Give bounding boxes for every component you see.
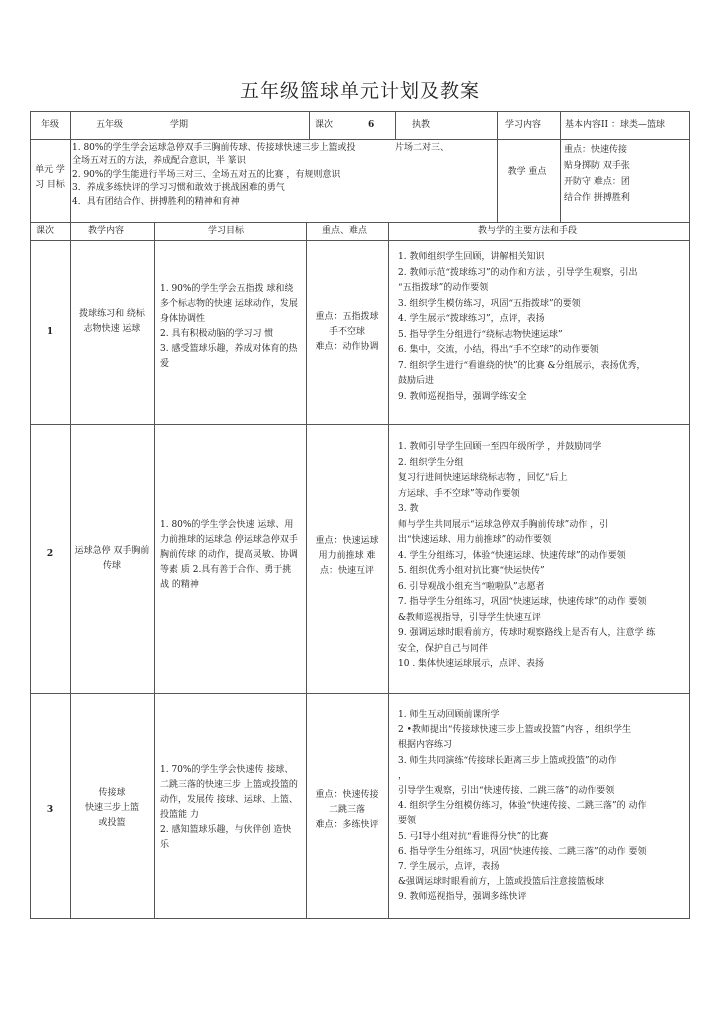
method-line: 要领 [398,816,417,827]
method-line: 4. 组织学生分组模仿练习，体验“快速传接、二跳三落”的 动作 [398,801,647,812]
col-divider [306,222,307,919]
row-divider [30,240,690,241]
content-value: 基本内容II ：球类—篮球 [565,120,665,130]
key-point-line: 结合作 拼搏胜利 [564,193,630,203]
col-divider [70,222,71,919]
method-line: 师与学生共同展示“运球急停双手胸前传球”动作 ，引 [398,519,609,530]
method-line: 5. 弓I导小组对抗“看谁得分快”的比赛 [398,831,549,842]
method-line: 方运球、手不空球”等动作要领 [398,488,520,499]
col-head-objectives: 学习目标 [208,226,245,236]
lesson-number: 3 [46,805,54,815]
grade-value: 五年级 [96,120,124,130]
method-line: 6. 指导学生分组练习，巩固“快速传接、二跳三落”的动作 要领 [398,846,647,857]
method-line: 2. 组织学生分组 [398,457,464,468]
lesson-key-points: 重点：快速传接 二跳三落 难点：多练快评 [315,790,379,830]
unit-goal-line: 2. 90%的学生能进行半场三对三、全场五对五的比赛 ，有规则意识 [72,169,341,180]
col-head-session: 课次 [36,226,55,236]
method-line: “五指拨球”的动作要领 [398,283,489,293]
method-line: 1. 教师引导学生回顾一至四年级所学 ，并鼓励同学 [398,442,602,452]
method-line: &教师巡视指导，引导学生快速互评 [398,612,542,623]
method-line: 9. 教师巡视指导，强调多练快评 [398,892,527,903]
method-line: 1. 师生互动回顾前课所学 [398,710,500,720]
row-divider [30,424,690,425]
method-line: ， [398,770,408,781]
row-divider [30,222,690,223]
col-divider [560,139,561,222]
row-divider [30,693,690,694]
method-line: 4. 学生展示“拨球练习”，点评，表扬 [398,314,545,324]
lesson-content: 拨球练习和 绕标志物快速 运球 [79,309,145,334]
lesson-key-points: 重点：五指拨球 手不空球 难点：动作协调 [315,312,379,352]
unit-goals-list [72,142,355,209]
method-line: 2. 教师示范“拨球练习”的动作和方法 ，引导学生观察，引出 [398,267,638,278]
lesson-objectives: 1. 80%的学生学会快速 运球、用力前推球的运球急 停运球急停双手胸前传球 的动作，提高灵敏、协调等素 质 2.具有善于合作、勇于挑战 的精神 [160,520,298,590]
key-points-list [564,142,630,206]
col-divider [497,139,498,222]
method-line: 9. 教师巡视指导，强调学练安全 [398,391,527,402]
lesson-methods [398,440,655,673]
unit-goal-line: 3．养成多练快评的学习习惯和敢效于挑战困难的勇气 [72,183,285,194]
method-line: 7. 学生展示，点评，表扬 [398,862,500,873]
method-line: 复习行进间快速运球绕标志物 ，回忆“后上 [398,473,568,483]
unit-goals-extra: 片场二对三、 [395,143,450,153]
lesson-methods [398,250,646,405]
page-title: 五年级篮球单元计划及教案 [239,80,480,102]
col-divider [388,222,389,919]
col-divider [560,111,561,139]
col-divider [154,222,155,919]
unit-goals-label: 单元 学习 目标 [35,165,65,190]
term-label: 学期 [170,120,189,130]
method-line: 安全，保护自己与同伴 [398,643,489,654]
method-line: 7. 组织学生进行“看谁绕的快”的比赛 &分组展示，表扬优秀， [398,360,646,371]
key-point-line: 开防守 难点：团 [564,177,630,187]
unit-goal-line: 1. 80%的学生学会运球急停双手三胸前传球、传接球快速三步上篮或投 [72,143,356,153]
method-line: 2 •教师提出“传接球快速三步上篮或投篮”内容 ，组织学生 [398,725,631,736]
method-line: 6. 引导观战小组充当“啦啦队”志愿者 [398,581,545,592]
sessions-label: 课次 [315,120,334,130]
method-line: 6. 集中，交流，小结，得出“手不空球”的动作要领 [398,345,599,355]
col-head-key: 重点、难点 [322,226,368,236]
method-line: 3. 组织学生模仿练习，巩固“五指拨球”的要领 [398,298,581,309]
key-points-label: 教学 重点 [507,167,547,177]
col-divider [395,111,396,139]
method-line: 根据内容练习 [398,740,453,751]
lesson-objectives: 1. 70%的学生学会快速传 接球、二跳三落的快速三步 上篮或投篮的动作，发展传 接球、运球、上篮、投篮能 力 2. 感知篮球乐趣，与伙伴创 造快乐 [160,765,298,850]
method-line: 4. 学生分组练习，体验“快速运球、快速传球”的动作要领 [398,550,626,561]
content-label: 学习内容 [505,120,542,130]
lesson-number: 1 [46,327,54,337]
method-line: 1. 教师组织学生回顾，讲解相关知识 [398,252,545,262]
teacher-label: 执教 [412,120,431,130]
method-line: 7. 指导学生分组练习，巩固“快速运球，快速传球”的动作 要领 [398,597,647,607]
method-line: 5. 指导学生分组进行“绕标志物快速运球” [398,329,563,340]
unit-goal-line: 全场五对五的方法，养成配合意识，半 篆识 [72,156,246,167]
col-divider [497,111,498,139]
col-divider [70,139,71,222]
method-line: 5. 组织优秀小组对抗比赛“快运快传” [398,566,545,576]
col-divider [70,111,71,139]
key-point-line: 贴身掷防 双手张 [564,161,630,171]
col-head-content: 教学内容 [88,226,125,236]
lesson-key-points: 重点：快速运球 用力前推球 难 点：快速互评 [315,536,379,576]
method-line: 出“快速运球、用力前推球”的动作要领 [398,535,552,545]
method-line: 9. 强调运球时眼看前方，传球时观察路线上是否有人，注意学 练 [398,628,656,638]
sessions-value: 6 [368,120,375,130]
method-line: 3. 师生共同演练“传接球长距离三步上篮或投篮”的动作 [398,755,617,766]
lesson-methods [398,708,647,906]
row-divider [30,139,690,140]
method-line: 引导学生观察，引出“快速传接、二跳三落”的动作要领 [398,786,615,797]
lesson-objectives: 1. 90%的学生学会五指拨 球和绕多个标志物的快速 运球动作，发展身体协调性 2. 具有积极动脑的学习习 惯 3. 感受篮球乐趣，养成对体育的热爱 [160,284,298,369]
lesson-content: 运球急停 双手胸前传球 [74,546,150,571]
key-point-line: 重点：快速传接 [564,145,628,155]
method-line: &强调运球时眼看前方，上篮或投篮后注意接篮板球 [398,877,605,888]
method-line: 10 . 集体快速运球展示，点评、表扬 [398,659,545,669]
lesson-content: 传接球 快速三步上篮 或投篮 [84,788,139,828]
col-head-methods: 教与学的主要方法和手段 [478,226,578,236]
grade-label: 年级 [40,120,59,130]
method-line: 鼓励后进 [398,376,435,386]
method-line: 3. 教 [398,504,419,514]
unit-goal-line: 4．具有团结合作、拼搏胜利的精神和育神 [72,196,240,207]
lesson-number: 2 [46,549,54,559]
col-divider [309,111,310,139]
